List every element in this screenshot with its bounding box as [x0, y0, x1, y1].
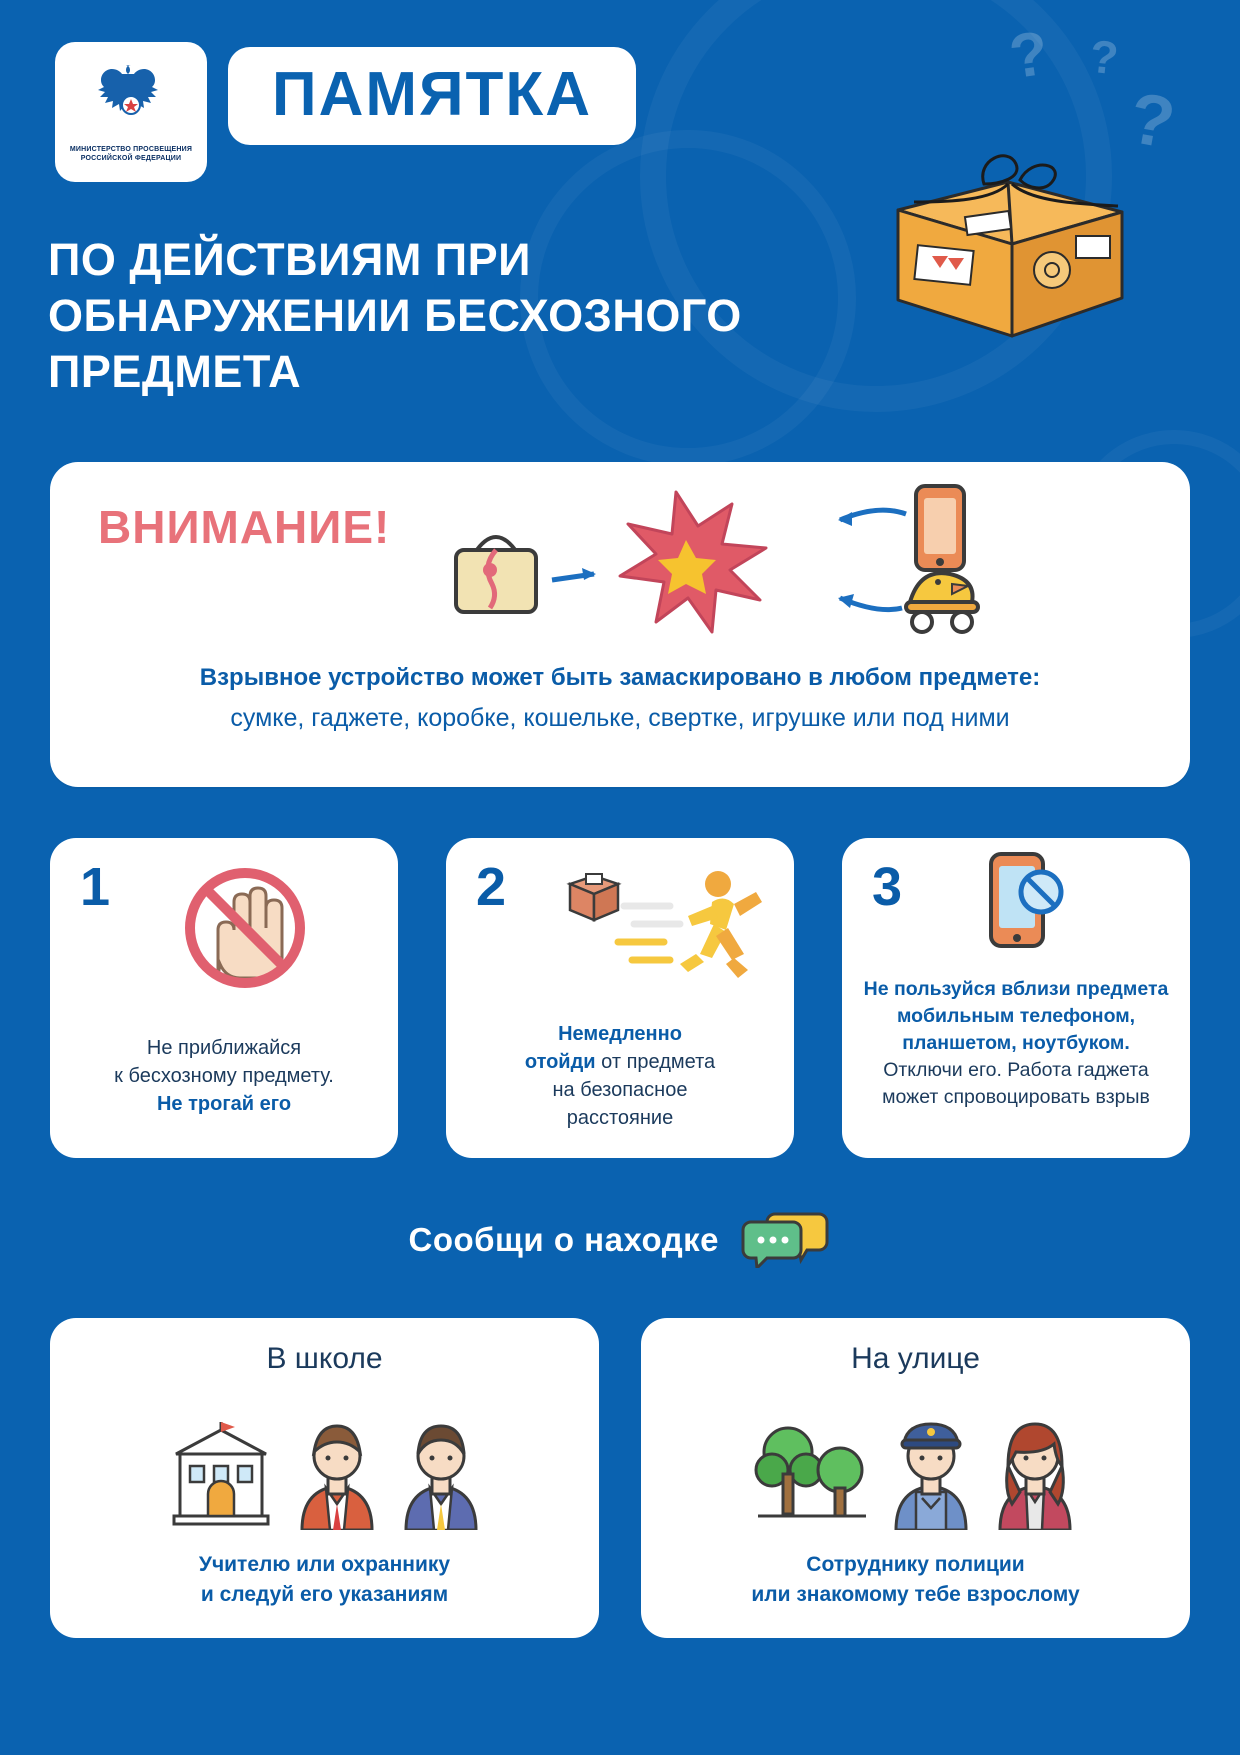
- page-subtitle: ПО ДЕЙСТВИЯМ ПРИ ОБНАРУЖЕНИИ БЕСХОЗНОГО ПРЕДМЕТА: [48, 234, 742, 397]
- step2-plain2: на безопасное: [552, 1079, 688, 1101]
- report-row: [0, 1212, 1240, 1268]
- step-text-1: [68, 1034, 380, 1118]
- parcel-box-icon: [880, 140, 1140, 360]
- school-building-icon: [166, 1420, 276, 1530]
- guard-person-icon: [398, 1412, 484, 1530]
- step-number: 2: [476, 857, 507, 917]
- handbag-icon: [456, 537, 536, 612]
- step1-line3: Не трогай его: [156, 1093, 292, 1115]
- place-icons-school: [50, 1400, 599, 1530]
- step1-line1: Не приближайся: [146, 1037, 302, 1059]
- question-mark-icon: ?: [1123, 77, 1181, 165]
- place-icons-street: [641, 1400, 1190, 1530]
- attention-illustration: [440, 482, 1060, 652]
- place-title-school: В школе: [266, 1342, 383, 1375]
- step-text-2: [464, 1020, 776, 1132]
- street-text-line1: Сотруднику полиции: [806, 1553, 1025, 1576]
- step3-bold: Не пользуйся вблизи предмета мобильным телефоном, планшетом, ноутбуком.: [863, 978, 1169, 1054]
- step-card-2: [446, 838, 794, 1158]
- page-title: [228, 47, 636, 145]
- report-label: Сообщи о находке: [408, 1221, 720, 1258]
- step-card-1: [50, 838, 398, 1158]
- step2-bold2: отойди: [524, 1051, 596, 1073]
- school-text-line1: Учителю или охраннику: [198, 1553, 451, 1576]
- page-title-text: ПАМЯТКА: [272, 60, 593, 129]
- emblem-caption: МИНИСТЕРСТВО ПРОСВЕЩЕНИЯ РОССИЙСКОЙ ФЕДЕРАЦИИ: [69, 146, 193, 162]
- step-number: 3: [872, 857, 903, 917]
- question-mark-icon: ?: [1005, 18, 1053, 93]
- step-text-3: [860, 976, 1172, 1111]
- phone-off-icon: [967, 848, 1077, 958]
- teacher-man-icon: [294, 1412, 380, 1530]
- poster-header: [0, 0, 1240, 420]
- place-text-school: [70, 1550, 579, 1610]
- attention-title: ВНИМАНИЕ!: [98, 501, 391, 553]
- toy-duck-icon: [906, 573, 978, 632]
- place-card-street: [641, 1318, 1190, 1638]
- step2-line1: Немедленно: [558, 1023, 682, 1045]
- step1-line2: к бесхозному предмету.: [114, 1065, 334, 1087]
- step2-plain3: расстояние: [566, 1107, 674, 1129]
- step2-plain1: от предмета: [595, 1051, 716, 1073]
- attention-line1: Взрывное устройство может быть замаскировано в любом предмете:: [199, 664, 1041, 691]
- attention-card: [50, 462, 1190, 787]
- place-title-street: На улице: [851, 1342, 980, 1375]
- step3-plain: Отключи его. Работа гаджета может спровоцировать взрыв: [882, 1059, 1150, 1108]
- question-mark-icon: ?: [1087, 29, 1121, 85]
- police-officer-icon: [888, 1412, 974, 1530]
- running-person-icon: [546, 858, 766, 998]
- street-text-line2: или знакомому тебе взрослому: [751, 1583, 1080, 1606]
- trees-icon: [754, 1418, 870, 1530]
- step-number: 1: [80, 857, 111, 917]
- double-eagle-icon: [89, 61, 173, 141]
- step-card-3: [842, 838, 1190, 1158]
- explosion-icon: [620, 492, 766, 632]
- school-text-line2: и следуй его указаниям: [200, 1583, 449, 1606]
- place-text-street: [661, 1550, 1170, 1610]
- attention-line2: сумке, гаджете, коробке, кошельке, свертке, игрушке или под ними: [230, 704, 1010, 732]
- ministry-emblem: [55, 42, 207, 182]
- adult-woman-icon: [992, 1412, 1078, 1530]
- no-touch-hand-icon: [170, 858, 320, 998]
- speech-bubbles-icon: [741, 1212, 831, 1268]
- place-card-school: [50, 1318, 599, 1638]
- smartphone-icon: [916, 486, 964, 570]
